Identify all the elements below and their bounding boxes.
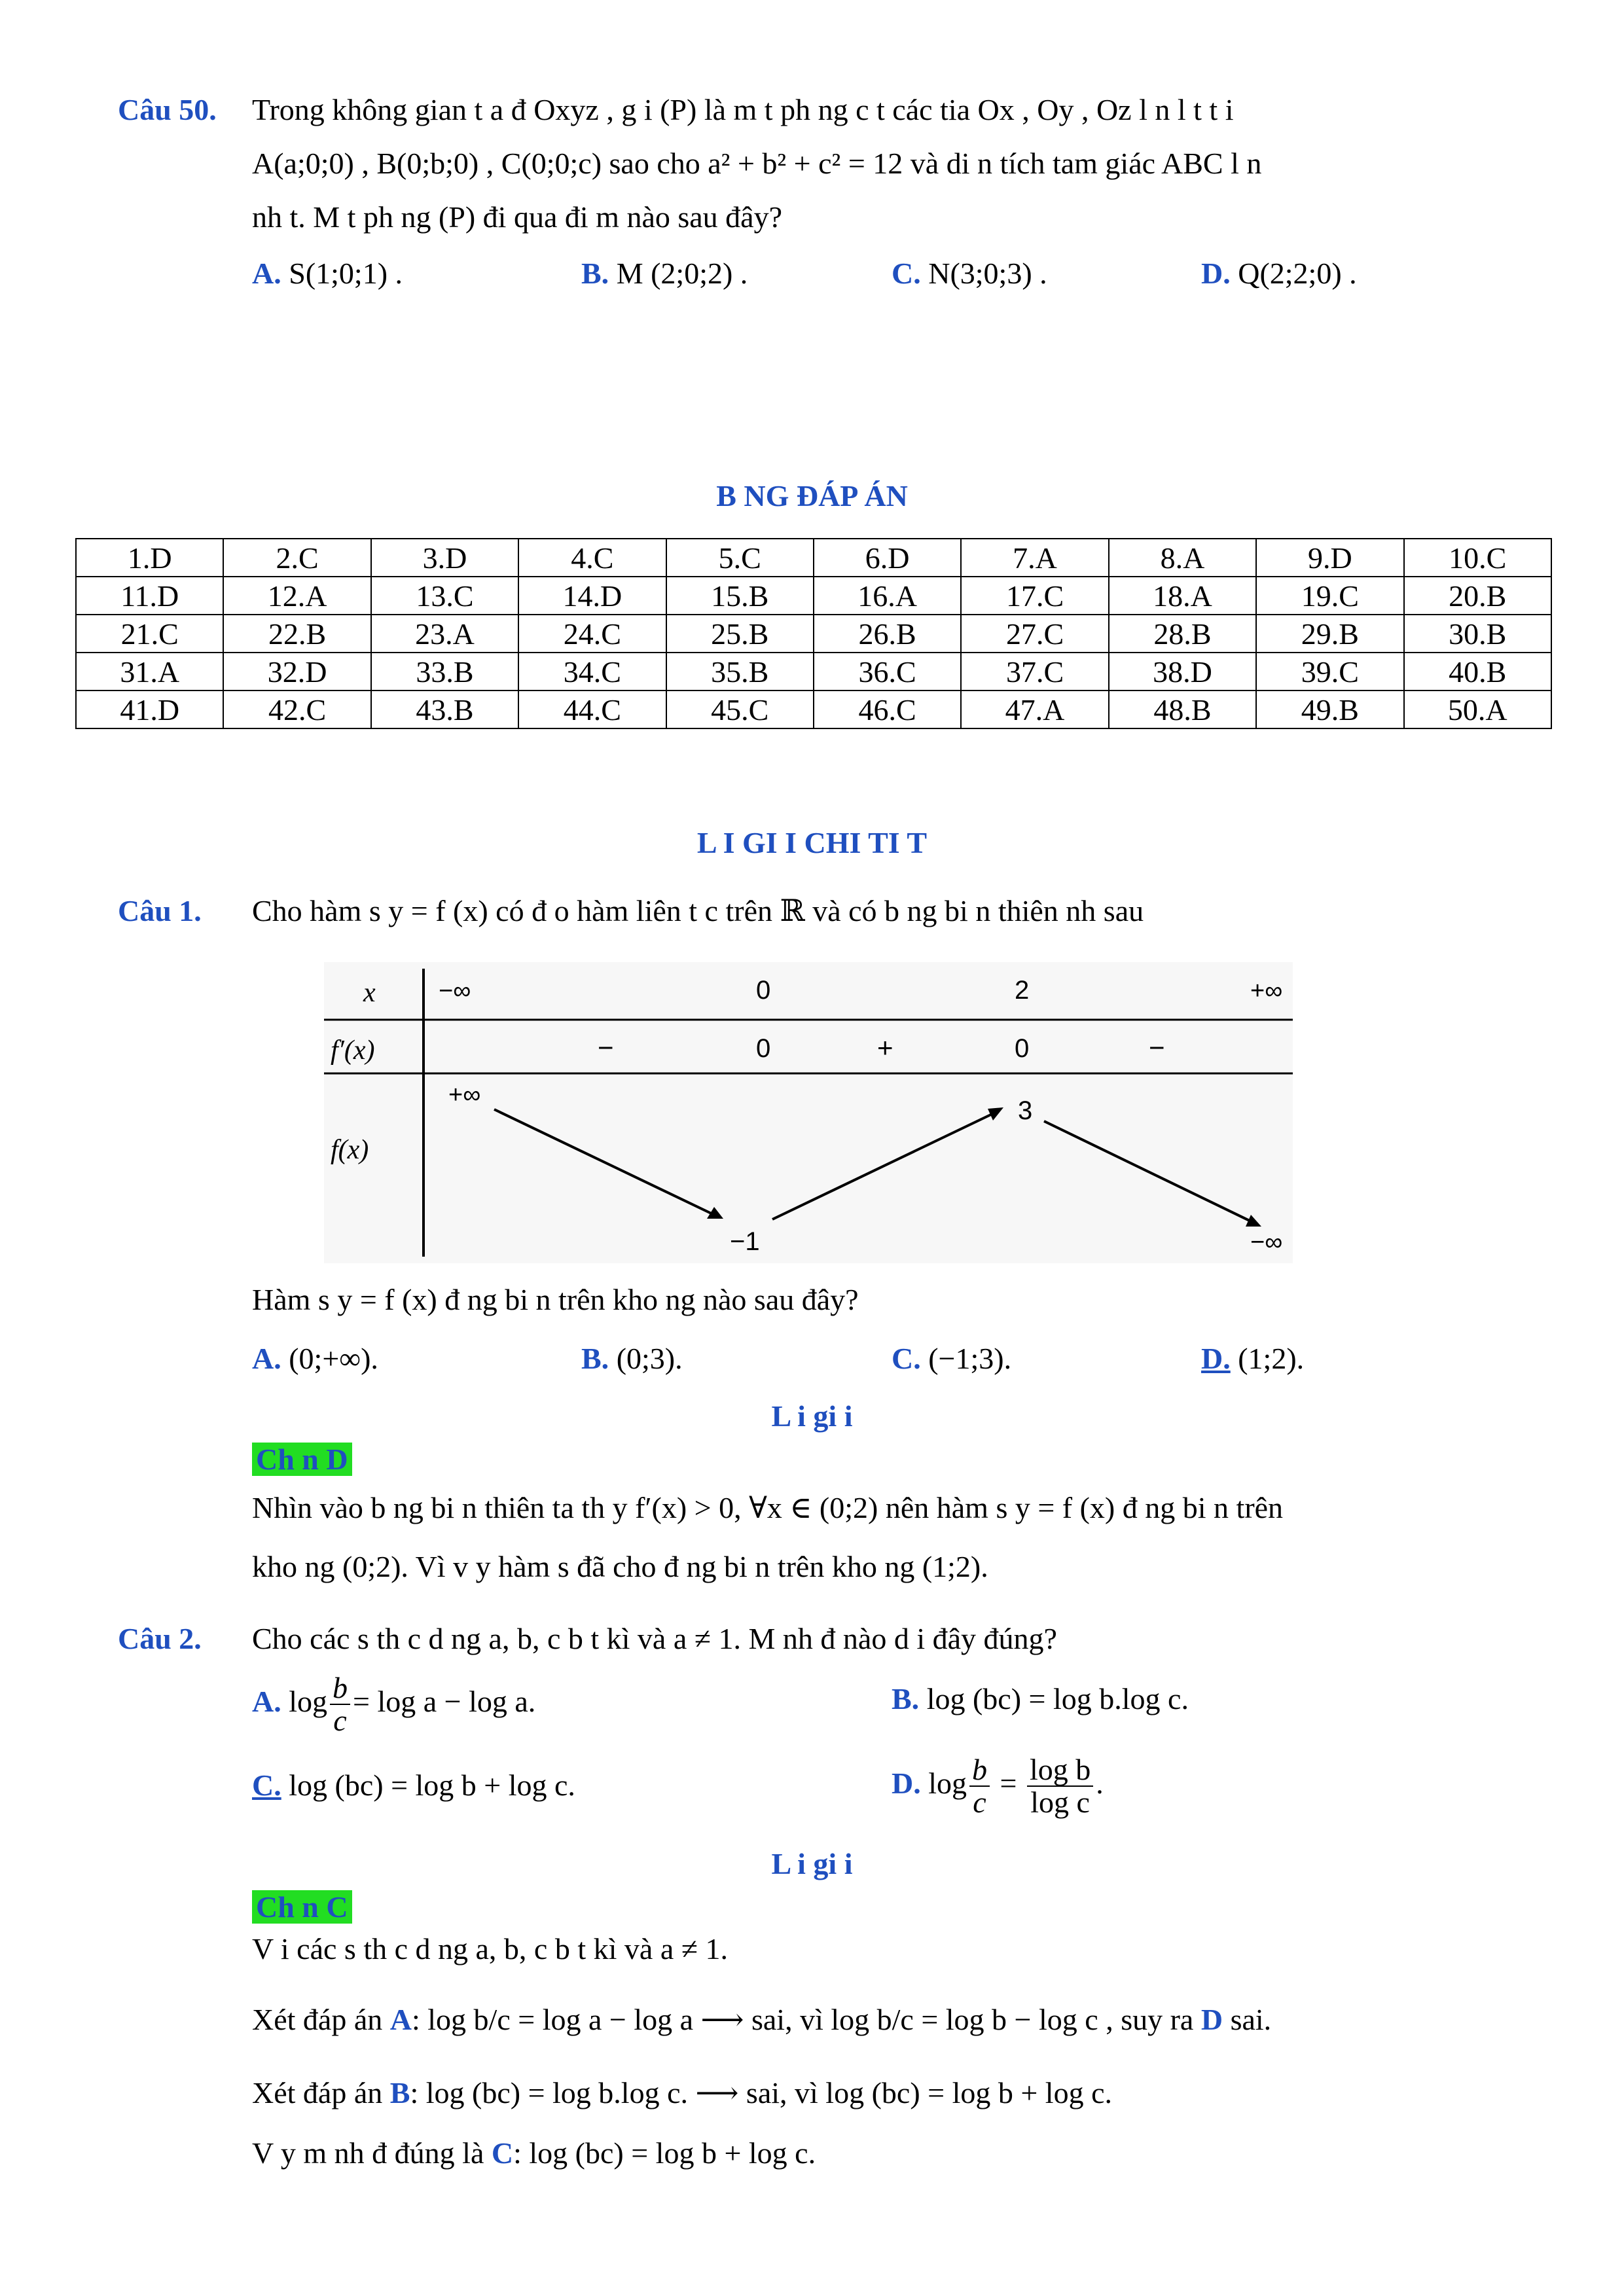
answer-cell: 48.B — [1109, 691, 1256, 728]
q2-label: Câu 2. — [118, 1622, 202, 1655]
option-text: = log a − log a. — [353, 1684, 536, 1718]
answer-cell: 2.C — [223, 539, 370, 577]
option-text: (−1;3). — [928, 1342, 1012, 1375]
answer-cell: 34.C — [518, 653, 666, 691]
answer-cell: 26.B — [814, 615, 961, 653]
answer-cell: 14.D — [518, 577, 666, 615]
var-f-min: −1 — [730, 1227, 760, 1256]
q50-option-a[interactable] — [252, 255, 403, 291]
option-text: (1;2). — [1238, 1342, 1305, 1375]
var-x-label: x — [363, 978, 376, 1008]
option-letter: D. — [892, 1766, 921, 1800]
answer-cell: 42.C — [223, 691, 370, 728]
q50-line2: A(a;0;0) , B(0;b;0) , C(0;0;c) sao cho a² + b² + c² = 12 và di n tích tam giác ABC l n — [252, 147, 1262, 180]
q2-choice — [252, 1889, 352, 1925]
answer-cell: 15.B — [666, 577, 814, 615]
var-f-neg-inf: −∞ — [1250, 1229, 1283, 1256]
solutions-title: L I GI I CHI TI T — [696, 826, 928, 859]
q50-option-d[interactable] — [1201, 255, 1357, 291]
q1-option-a[interactable] — [252, 1340, 378, 1376]
answer-cell: 46.C — [814, 691, 961, 728]
answer-cell: 33.B — [371, 653, 518, 691]
answer-cell: 39.C — [1256, 653, 1403, 691]
answer-row — [76, 577, 1551, 615]
var-fp-sign-3: − — [1149, 1032, 1165, 1063]
answer-cell: 19.C — [1256, 577, 1403, 615]
answer-cell: 1.D — [76, 539, 223, 577]
answer-cell: 24.C — [518, 615, 666, 653]
q50-label: Câu 50. — [118, 93, 217, 126]
answer-cell: 27.C — [961, 615, 1108, 653]
answer-cell: 9.D — [1256, 539, 1403, 577]
option-letter: D. — [1201, 257, 1231, 290]
answer-row — [76, 615, 1551, 653]
q2-solution-line2 — [252, 2001, 1271, 2037]
q2-solution-line3 — [252, 2075, 1112, 2111]
fraction-denominator: log c — [1030, 1785, 1090, 1820]
answer-cell: 29.B — [1256, 615, 1403, 653]
answer-cell: 47.A — [961, 691, 1108, 728]
option-letter: B. — [581, 257, 609, 290]
answer-cell: 12.A — [223, 577, 370, 615]
answer-cell: 3.D — [371, 539, 518, 577]
answer-cell: 13.C — [371, 577, 518, 615]
text: Xét đáp án — [252, 2003, 390, 2036]
answer-cell: 10.C — [1404, 539, 1551, 577]
answer-cell: 44.C — [518, 691, 666, 728]
answer-letter: D — [1200, 2003, 1223, 2036]
q1-option-b[interactable] — [581, 1340, 683, 1376]
option-letter: C. — [252, 1768, 281, 1802]
answer-cell: 37.C — [961, 653, 1108, 691]
option-letter: B. — [581, 1342, 609, 1375]
answer-cell: 50.A — [1404, 691, 1551, 728]
answer-cell: 38.D — [1109, 653, 1256, 691]
q2-option-b[interactable] — [892, 1681, 1189, 1717]
answer-row — [76, 539, 1551, 577]
q1-solution-line2: kho ng (0;2). Vì v y hàm s đã cho đ ng bi n trên kho ng (1;2). — [252, 1550, 988, 1583]
variation-table — [324, 962, 1293, 1263]
q2-option-d[interactable]: D. log $\frac{b}{c}$ = $\frac{\text{log b}}{\text{log c}}$ . — [892, 1753, 1104, 1820]
answer-cell: 20.B — [1404, 577, 1551, 615]
text: sai. — [1223, 2003, 1272, 2036]
var-x-pos-inf: +∞ — [1250, 977, 1283, 1005]
q2-solution-line4 — [252, 2135, 816, 2171]
fraction — [330, 1672, 350, 1737]
q2-solution-line1: V i các s th c d ng a, b, c b t kì và a ≠ 1. — [252, 1932, 728, 1965]
var-fp-label: f′(x) — [331, 1035, 375, 1066]
q1-solution-line1: Nhìn vào b ng bi n thiên ta th y f′(x) > 0, ∀x ∈ (0;2) nên hàm s y = f (x) đ ng bi n trên — [252, 1491, 1284, 1524]
var-f-pos-inf: +∞ — [448, 1081, 481, 1109]
option-letter: A. — [252, 257, 281, 290]
answer-cell: 7.A — [961, 539, 1108, 577]
q1-solution-title: L i gi i — [771, 1399, 853, 1433]
fraction — [969, 1754, 990, 1819]
answer-cell: 36.C — [814, 653, 961, 691]
answer-cell: 4.C — [518, 539, 666, 577]
option-letter: C. — [892, 257, 921, 290]
option-letter: D. — [1201, 1342, 1231, 1375]
answer-cell: 6.D — [814, 539, 961, 577]
var-f-label: f(x) — [331, 1135, 369, 1165]
answer-cell: 17.C — [961, 577, 1108, 615]
var-f-max: 3 — [1018, 1096, 1033, 1125]
var-x-2: 2 — [1015, 976, 1030, 1005]
q1-label: Câu 1. — [118, 894, 202, 927]
answer-cell: 31.A — [76, 653, 223, 691]
q2-solution-title: L i gi i — [771, 1847, 853, 1880]
answer-cell: 23.A — [371, 615, 518, 653]
answer-letter: B — [389, 2076, 410, 2109]
text: : log (bc) = log b.log c. ⟶ sai, vì log (bc) = log b + log c. — [410, 2076, 1113, 2109]
q1-stem: Cho hàm s y = f (x) có đ o hàm liên t c trên ℝ và có b ng bi n thiên nh sau — [252, 894, 1144, 927]
answer-cell: 32.D — [223, 653, 370, 691]
q1-choice — [252, 1441, 352, 1477]
option-text: log (bc) = log b.log c. — [926, 1682, 1189, 1715]
var-fp-zero-2: 0 — [1015, 1034, 1030, 1063]
text: : log (bc) = log b + log c. — [513, 2136, 816, 2170]
fraction-denominator: c — [973, 1785, 986, 1820]
q1-question: Hàm s y = f (x) đ ng bi n trên kho ng nào sau đây? — [252, 1283, 859, 1316]
var-fp-sign-2: + — [877, 1032, 893, 1063]
answer-cell: 30.B — [1404, 615, 1551, 653]
log-text: log — [289, 1684, 328, 1718]
log-text: log — [928, 1766, 967, 1800]
option-text: log (bc) = log b + log c. — [289, 1768, 575, 1802]
option-text: N(3;0;3) . — [928, 257, 1047, 290]
answer-letter: C — [491, 2136, 514, 2170]
answer-cell: 18.A — [1109, 577, 1256, 615]
option-letter: A. — [252, 1684, 281, 1718]
q2-stem: Cho các s th c d ng a, b, c b t kì và a ≠ 1. M nh đ nào d i đây đúng? — [252, 1622, 1057, 1655]
choice-highlight: Ch n C — [252, 1890, 352, 1924]
q50-option-c[interactable] — [892, 255, 1047, 291]
text: V y m nh đ đúng là — [252, 2136, 492, 2170]
answer-cell: 11.D — [76, 577, 223, 615]
q1-option-d[interactable] — [1201, 1340, 1304, 1376]
q1-option-c[interactable] — [892, 1340, 1011, 1376]
var-x-neg-inf: −∞ — [439, 977, 471, 1005]
option-text: S(1;0;1) . — [289, 257, 403, 290]
fraction-numerator: b — [969, 1754, 990, 1787]
answer-cell: 45.C — [666, 691, 814, 728]
answer-table-title: B NG ĐÁP ÁN — [716, 479, 908, 512]
var-x-0: 0 — [756, 976, 771, 1005]
answer-cell: 8.A — [1109, 539, 1256, 577]
text: Xét đáp án — [252, 2076, 390, 2109]
answer-cell: 28.B — [1109, 615, 1256, 653]
answer-cell: 5.C — [666, 539, 814, 577]
option-text: M (2;0;2) . — [616, 257, 748, 290]
answer-cell: 49.B — [1256, 691, 1403, 728]
option-text: (0;3). — [616, 1342, 683, 1375]
answer-cell: 43.B — [371, 691, 518, 728]
answer-row — [76, 691, 1551, 728]
answer-cell: 40.B — [1404, 653, 1551, 691]
text: : log b/c = log a − log a ⟶ sai, vì log b/c = log b − log c , suy ra — [412, 2003, 1201, 2036]
fraction-denominator: c — [333, 1704, 347, 1738]
q50-option-b[interactable] — [581, 255, 748, 291]
fraction-numerator: log b — [1027, 1754, 1093, 1787]
q50-line3: nh t. M t ph ng (P) đi qua đi m nào sau đây? — [252, 200, 783, 234]
q2-option-c[interactable] — [252, 1767, 575, 1803]
answer-cell: 41.D — [76, 691, 223, 728]
answer-letter: A — [389, 2003, 412, 2036]
option-letter: B. — [892, 1682, 920, 1715]
option-letter: A. — [252, 1342, 281, 1375]
answer-cell: 21.C — [76, 615, 223, 653]
var-fp-sign-1: − — [598, 1032, 614, 1063]
fraction — [1027, 1754, 1093, 1819]
choice-highlight: Ch n D — [252, 1443, 352, 1476]
fraction-numerator: b — [330, 1672, 350, 1705]
option-text: (0;+∞). — [289, 1342, 378, 1375]
answer-cell: 25.B — [666, 615, 814, 653]
answer-cell: 35.B — [666, 653, 814, 691]
q2-option-a[interactable] — [252, 1672, 535, 1737]
answer-cell: 16.A — [814, 577, 961, 615]
var-fp-zero-1: 0 — [756, 1034, 771, 1063]
answer-cell: 22.B — [223, 615, 370, 653]
q50-line1: Trong không gian t a đ Oxyz , g i (P) là m t ph ng c t các tia Ox , Oy , Oz l n l t t i — [252, 93, 1234, 126]
option-text: Q(2;2;0) . — [1238, 257, 1357, 290]
answer-table — [75, 538, 1552, 729]
option-letter: C. — [892, 1342, 921, 1375]
answer-row — [76, 653, 1551, 691]
